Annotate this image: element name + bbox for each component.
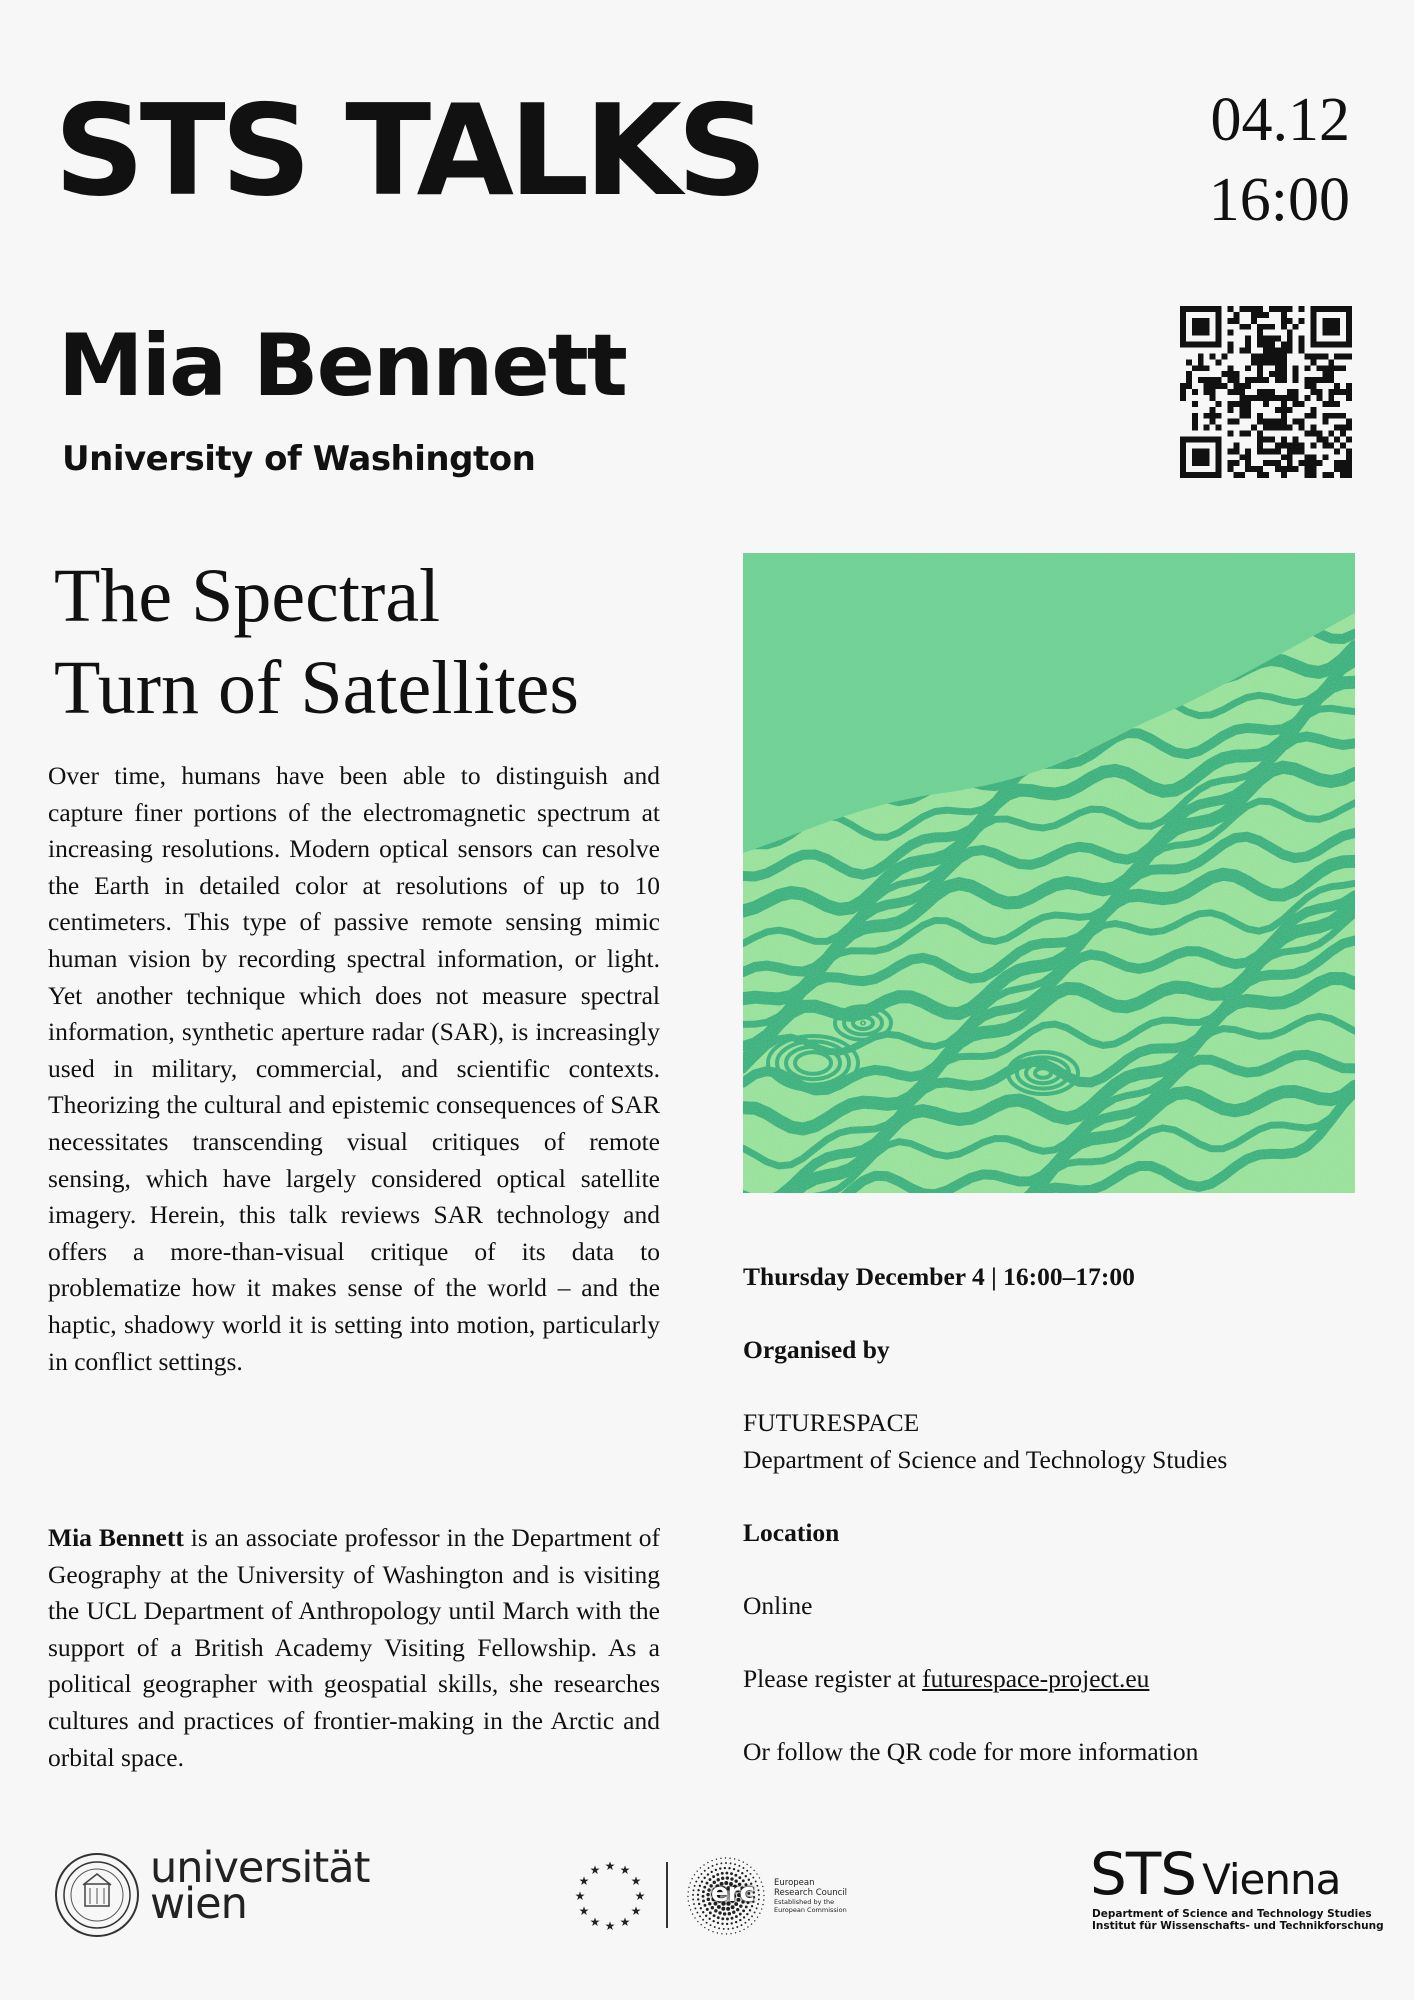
register-prefix: Please register at [743,1664,923,1693]
sts-vienna-logo [1090,1840,1384,1940]
svg-text:★: ★ [604,1859,616,1873]
sts-logo-line-2: Institut für Wissenschafts- und Technikforschung [1092,1920,1384,1932]
sts-logo-line-1: Department of Science and Technology Studies [1092,1908,1372,1920]
event-when: Thursday December 4 | 16:00–17:00 [743,1262,1135,1291]
organiser-department: Department of Science and Technology Studies [743,1445,1228,1474]
erc-line-1: European [774,1878,815,1888]
univie-line-2: wien [150,1879,247,1929]
event-datetime [1209,80,1350,240]
register-line [743,1661,1149,1697]
speaker-bio [48,1520,660,1776]
eu-stars-icon [568,1856,652,1936]
svg-text:★: ★ [578,1904,590,1918]
erc-text: erc [711,1878,754,1908]
eu-erc-logo [568,1856,858,1936]
svg-text:★: ★ [630,1904,642,1918]
sts-logo-main: STS [1090,1840,1197,1908]
svg-text:★: ★ [578,1874,590,1888]
sts-logo-sub: Vienna [1202,1855,1341,1904]
talk-abstract: Over time, humans have been able to distinguish and capture finer portions of the electromagnetic spectrum at increasing resolutions. Modern optical sensors can resolve the Earth in detailed color at resolutions of up to 10 centimeters. This type of passive remote sensing mimic human vision by recording spectral information, or light. Yet another technique which does not measure spectral information, synthetic aperture radar (SAR), is increasingly used in military, commercial, and scientific contexts. Theorizing the cultural and epistemic consequences of SAR necessitates transcending visual critiques of remote sensing, which have largely considered optical satellite imagery. Herein, this talk reviews SAR technology and offers a more-than-visual critique of its data to problematize how it makes sense of the world – and the haptic, shadowy world it is setting into motion, particularly in conflict settings. [48,761,660,1376]
erc-line-2: Research Council [774,1888,847,1898]
talk-title [54,550,579,734]
qr-code[interactable] [1180,306,1352,478]
svg-text:★: ★ [634,1889,646,1903]
speaker-name: Mia Bennett [58,316,626,416]
location-value: Online [743,1591,813,1620]
bio-name: Mia Bennett [48,1523,184,1552]
series-title: STS TALKS [54,77,763,224]
svg-text:★: ★ [604,1919,616,1933]
location-label: Location [743,1518,840,1547]
universitat-wien-logo [54,1843,374,1940]
event-time: 16:00 [1208,166,1350,234]
svg-text:★: ★ [589,1914,601,1929]
event-date: 04.12 [1210,86,1350,154]
svg-text:★: ★ [589,1863,601,1878]
erc-line-4: European Commission [774,1906,847,1914]
erc-line-3: Established by the [774,1898,835,1906]
qr-note: Or follow the QR code for more information [743,1737,1199,1766]
svg-text:★: ★ [574,1889,586,1903]
organiser-futurespace: FUTURESPACE [743,1408,920,1437]
speaker-affiliation: University of Washington [62,439,536,479]
svg-text:★: ★ [619,1914,631,1929]
university-seal-icon [54,1852,140,1938]
satellite-artwork-image [743,553,1355,1193]
univie-line-1: universität [150,1843,370,1893]
organised-by-label: Organised by [743,1335,890,1364]
svg-text:★: ★ [619,1863,631,1878]
bio-text: is an associate professor in the Department of Geography at the University of Washington and is visiting the UCL Department of Anthropology until March with the support of a British Academy Visiting Fellowship. As a political geographer with geospatial skills, she researches cultures and practices of frontier-making in the Arctic and orbital space. [48,1523,660,1772]
talk-title-line-2: Turn of Satellites [54,646,579,730]
svg-text:★: ★ [630,1874,642,1888]
talk-title-line-1: The Spectral [54,554,441,638]
register-link[interactable]: futurespace-project.eu [922,1664,1150,1693]
